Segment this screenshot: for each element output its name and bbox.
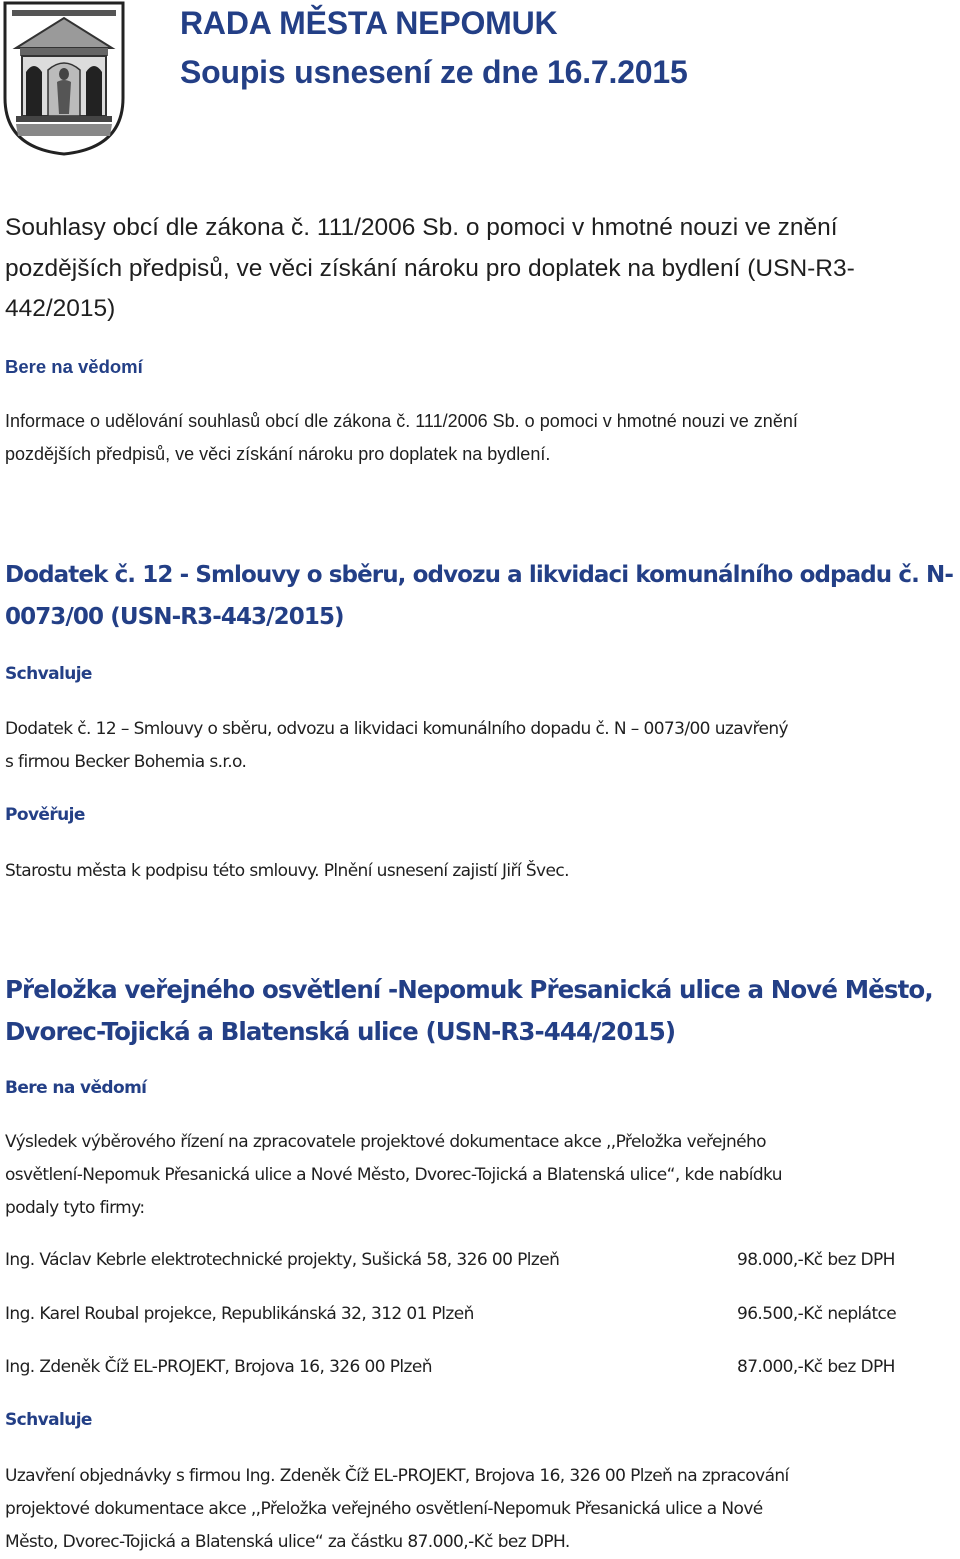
bid-row <box>5 1357 955 1385</box>
section1-heading-line: Souhlasy obcí dle zákona č. 111/2006 Sb. o pomoci v hmotné nouzi ve znění <box>5 214 838 241</box>
section3-heading <box>5 969 955 1053</box>
section3-label-notes: Bere na vědomí <box>5 1078 147 1098</box>
section1-body-line: Informace o udělování souhlasů obcí dle zákona č. 111/2006 Sb. o pomoci v hmotné nouzi ve znění <box>5 411 798 431</box>
section2-body-line: Dodatek č. 12 – Smlouvy o sběru, odvozu a likvidaci komunálního dopadu č. N – 0073/00 uzavřený <box>5 719 788 739</box>
bid-price: 98.000,-Kč bez DPH <box>737 1250 895 1270</box>
document-title: Soupis usnesení ze dne 16.7.2015 <box>180 54 688 90</box>
council-title: RADA MĚSTA NEPOMUK <box>180 5 558 41</box>
bid-row <box>5 1250 955 1278</box>
section2-body2 <box>5 855 950 888</box>
section2-heading-line: Dodatek č. 12 - Smlouvy o sběru, odvozu a likvidaci komunálního odpadu č. N- <box>5 562 954 588</box>
section2-label-approves: Schvaluje <box>5 664 92 684</box>
section1-body <box>5 405 950 471</box>
section3-heading-line: Dvorec-Tojická a Blatenská ulice (USN-R3-444/2015) <box>5 1017 676 1046</box>
section2-body-line: s firmou Becker Bohemia s.r.o. <box>5 752 247 772</box>
bid-firm: Ing. Karel Roubal projekce, Republikánská 32, 312 01 Plzeň <box>5 1304 474 1324</box>
section1-heading-line: 442/2015) <box>5 295 116 322</box>
section3-body-line: osvětlení-Nepomuk Přesanická ulice a Nové Město, Dvorec-Tojická a Blatenská ulice“, kde nabídku <box>5 1165 782 1185</box>
section3-body <box>5 1126 950 1225</box>
section1-body-line: pozdějších předpisů, ve věci získání nároku pro doplatek na bydlení. <box>5 444 551 464</box>
section2-heading-line: 0073/00 (USN-R3-443/2015) <box>5 604 344 630</box>
bid-price: 87.000,-Kč bez DPH <box>737 1357 895 1377</box>
section3-body2 <box>5 1460 950 1559</box>
section2-heading <box>5 554 955 638</box>
coat-of-arms-logo <box>2 0 126 156</box>
section2-label-authorizes: Pověřuje <box>5 805 85 825</box>
bid-firm: Ing. Václav Kebrle elektrotechnické projekty, Sušická 58, 326 00 Plzeň <box>5 1250 560 1270</box>
section3-body2-line: Uzavření objednávky s firmou Ing. Zdeněk Číž EL-PROJEKT, Brojova 16, 326 00 Plzeň na zpracování <box>5 1466 789 1486</box>
section3-body2-line: projektové dokumentace akce ,,Přeložka veřejného osvětlení-Nepomuk Přesanická ulice a Nové <box>5 1499 763 1519</box>
bid-price: 96.500,-Kč neplátce <box>737 1304 897 1324</box>
section2-body2-line: Starostu města k podpisu této smlouvy. Plnění usnesení zajistí Jiří Švec. <box>5 861 569 881</box>
section1-label: Bere na vědomí <box>5 356 143 377</box>
bid-row <box>5 1304 955 1332</box>
section1-heading-line: pozdějších předpisů, ve věci získání nároku pro doplatek na bydlení (USN-R3- <box>5 254 855 282</box>
section2-body <box>5 713 950 779</box>
bid-firm: Ing. Zdeněk Číž EL-PROJEKT, Brojova 16, 326 00 Plzeň <box>5 1357 432 1377</box>
section3-body-line: podaly tyto firmy: <box>5 1198 145 1218</box>
section1-heading <box>5 208 955 330</box>
section3-body2-line: Město, Dvorec-Tojická a Blatenská ulice“ za částku 87.000,-Kč bez DPH. <box>5 1532 570 1552</box>
section3-label-approves: Schvaluje <box>5 1410 92 1430</box>
section3-body-line: Výsledek výběrového řízení na zpracovatele projektové dokumentace akce ,,Přeložka veřejného <box>5 1132 766 1152</box>
section3-heading-line: Přeložka veřejného osvětlení -Nepomuk Přesanická ulice a Nové Město, <box>5 975 933 1004</box>
